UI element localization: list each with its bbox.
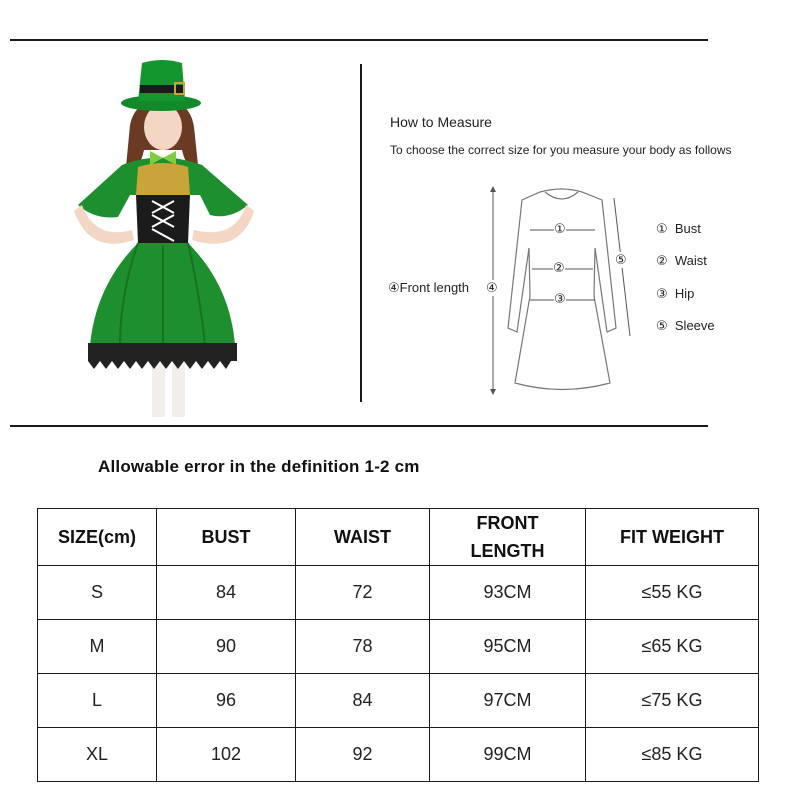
cell-waist: 92 <box>296 728 430 782</box>
waist-marker: ② <box>553 260 565 275</box>
front-length-marker: ④ <box>486 280 498 295</box>
hip-marker: ③ <box>554 291 566 306</box>
header-fit-weight: FIT WEIGHT <box>586 509 759 566</box>
cell-waist: 72 <box>296 566 430 620</box>
vertical-divider <box>360 64 362 402</box>
front-length-label: ④Front length <box>388 280 470 295</box>
lace-trim <box>88 343 237 361</box>
header-waist: WAIST <box>296 509 430 566</box>
cell-fit-weight: ≤85 KG <box>586 728 759 782</box>
header-size: SIZE(cm) <box>38 509 157 566</box>
cell-size: M <box>38 620 157 674</box>
middle-divider <box>10 425 708 427</box>
cell-front-length: 99CM <box>430 728 586 782</box>
cell-front-length: 97CM <box>430 674 586 728</box>
cell-fit-weight: ≤55 KG <box>586 566 759 620</box>
cell-bust: 84 <box>157 566 296 620</box>
legend-waist: ② Waist <box>656 253 707 268</box>
allowable-error-note: Allowable error in the definition 1-2 cm <box>98 457 420 476</box>
cell-size: S <box>38 566 157 620</box>
table-row <box>38 566 759 620</box>
legend-sleeve: ⑤ Sleeve <box>656 318 715 333</box>
table-header-row <box>38 509 759 566</box>
table-row <box>38 728 759 782</box>
bust-marker: ① <box>554 221 566 236</box>
cell-front-length: 93CM <box>430 566 586 620</box>
cell-size: L <box>38 674 157 728</box>
legend-bust: ① Bust <box>656 221 701 236</box>
size-chart-table <box>37 508 759 782</box>
top-divider <box>10 39 708 41</box>
hat-band <box>140 85 185 93</box>
gold-bodice <box>136 163 190 195</box>
cell-bust: 102 <box>157 728 296 782</box>
legend-hip: ③ Hip <box>656 286 695 301</box>
cell-waist: 78 <box>296 620 430 674</box>
table-row <box>38 620 759 674</box>
cell-bust: 90 <box>157 620 296 674</box>
cell-fit-weight: ≤75 KG <box>586 674 759 728</box>
cell-size: XL <box>38 728 157 782</box>
cell-fit-weight: ≤65 KG <box>586 620 759 674</box>
cell-waist: 84 <box>296 674 430 728</box>
sleeve-marker: ⑤ <box>615 252 627 267</box>
costume-model-image <box>60 55 270 420</box>
cell-bust: 96 <box>157 674 296 728</box>
header-front-length: FRONT LENGTH <box>430 509 586 566</box>
how-to-measure-subtitle: To choose the correct size for you measure your body as follows <box>390 143 732 157</box>
table-row <box>38 674 759 728</box>
cell-front-length: 95CM <box>430 620 586 674</box>
header-bust: BUST <box>157 509 296 566</box>
how-to-measure-title: How to Measure <box>390 114 492 130</box>
dress-outline <box>508 189 616 390</box>
